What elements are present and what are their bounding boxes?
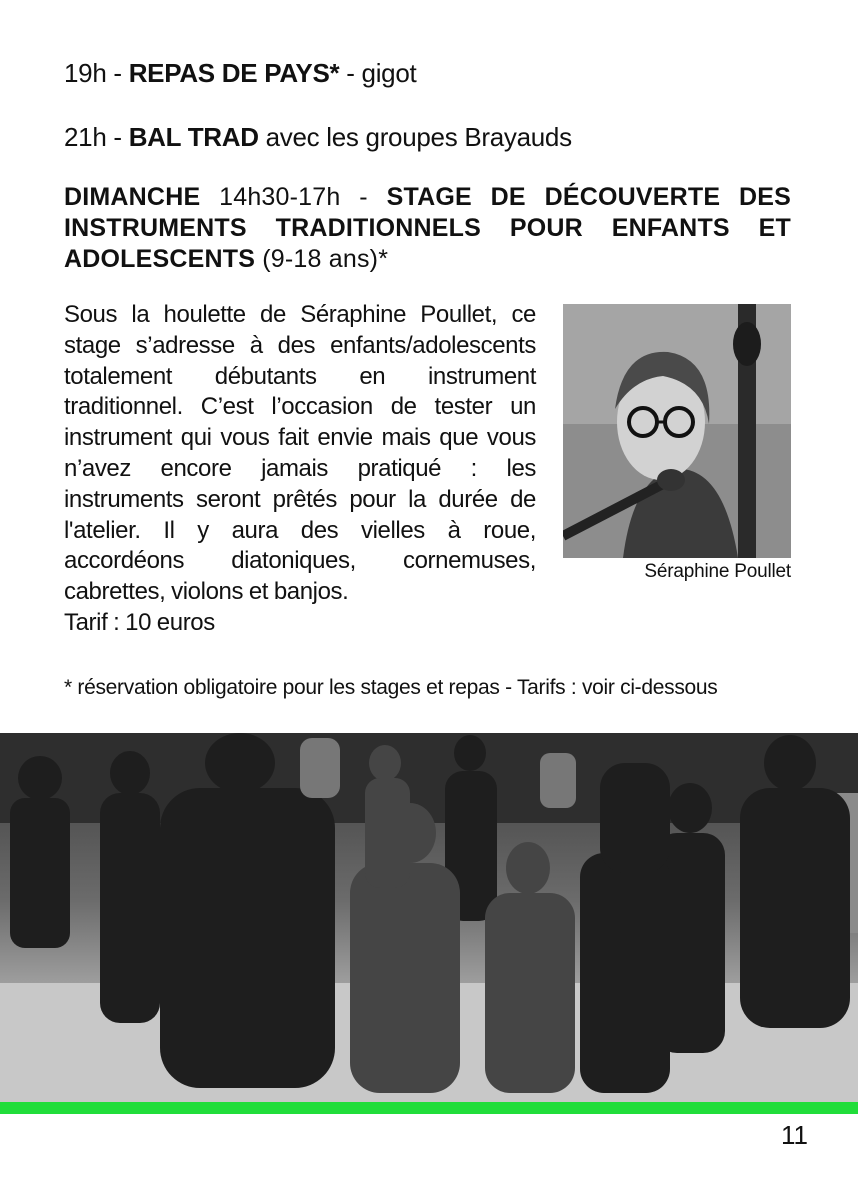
- workshop-hours: 14h30-17h -: [219, 183, 368, 211]
- meal-time: 19h -: [64, 58, 122, 88]
- workshop-heading: [64, 182, 791, 275]
- meal-line: [64, 58, 416, 89]
- dance-title: BAL TRAD: [128, 122, 259, 152]
- dance-time: 21h -: [64, 122, 122, 152]
- portrait-illustration: [563, 304, 791, 558]
- page-number: 11: [781, 1120, 808, 1150]
- portrait-photo: [563, 304, 791, 558]
- meal-title: REPAS DE PAYS*: [128, 58, 340, 88]
- reservation-footnote: * réservation obligatoire pour les stages et repas - Tarifs : voir ci-dessous: [64, 676, 718, 699]
- dance-detail: avec les groupes Brayauds: [265, 122, 572, 152]
- dance-line: [64, 122, 572, 153]
- workshop-price: Tarif : 10 euros: [64, 608, 215, 636]
- workshop-title: STAGE DE DÉCOUVERTE DES INSTRUMENTS TRADITIONNELS POUR ENFANTS ET ADOLESCENTS: [64, 183, 791, 273]
- portrait-caption: Séraphine Poullet: [644, 561, 791, 582]
- dance-illustration: [0, 733, 858, 1103]
- accent-bar: [0, 1102, 858, 1114]
- dance-photo: [0, 733, 858, 1103]
- workshop-description: [64, 300, 536, 639]
- workshop-day: DIMANCHE: [64, 183, 201, 211]
- workshop-description-text: Sous la houlette de Séraphine Poullet, ce stage s’adresse à des enfants/adolescents totalement débutants en instrument traditionnel. C’est l’occasion de tester un instrument qui vous fait envie mais que vous n’avez encore jamais pratiqué : les instruments seront prêtés pour la durée de l'atelier. Il y aura des vielles à roue, accordéons diatoniques, cornemuses, cabrettes, violons et banjos.: [64, 301, 536, 606]
- workshop-ages: (9-18 ans)*: [262, 245, 389, 273]
- meal-detail: - gigot: [346, 58, 417, 88]
